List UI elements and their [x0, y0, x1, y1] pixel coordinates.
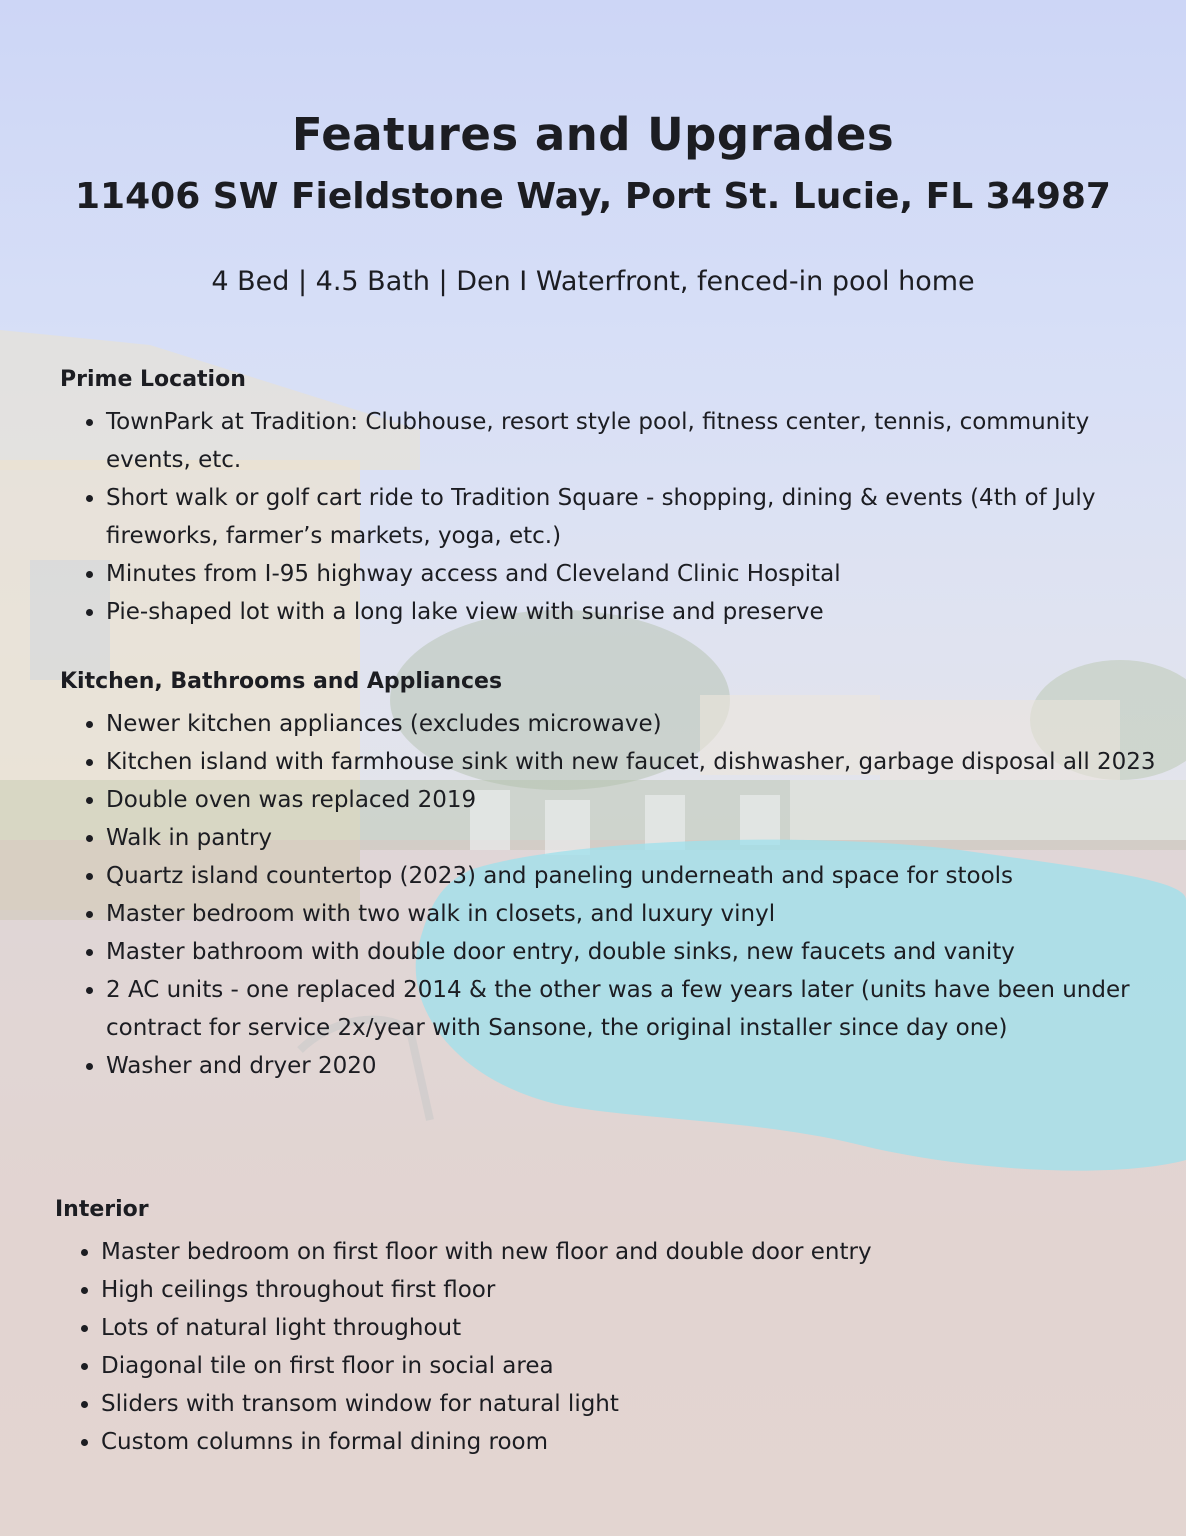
property-summary: 4 Bed | 4.5 Bath | Den I Waterfront, fenced-in pool home	[211, 266, 975, 297]
list-item: • Washer and dryer 2020	[106, 1047, 1160, 1085]
list-item: • Walk in pantry	[106, 819, 1160, 857]
list-item: • Newer kitchen appliances (excludes microwave)	[106, 705, 1160, 743]
list-item: • Lots of natural light throughout	[101, 1309, 1145, 1347]
section-heading: Prime Location	[60, 367, 246, 392]
list-item: • Double oven was replaced 2019	[106, 781, 1160, 819]
list-item: • Sliders with transom window for natural light	[101, 1385, 1145, 1423]
list-item: • TownPark at Tradition: Clubhouse, resort style pool, fitness center, tennis, community events, etc.	[106, 403, 1150, 479]
list-item: • Minutes from I-95 highway access and Cleveland Clinic Hospital	[106, 555, 1150, 593]
list-item: • Diagonal tile on first floor in social area	[101, 1347, 1145, 1385]
list-item: • Master bedroom with two walk in closets, and luxury vinyl	[106, 895, 1160, 933]
list-item: • Short walk or golf cart ride to Tradition Square - shopping, dining & events (4th of July fireworks, farmer’s markets, yoga, etc.)	[106, 479, 1150, 555]
list-item: • Pie-shaped lot with a long lake view with sunrise and preserve	[106, 593, 1150, 631]
feature-list	[60, 705, 1160, 1085]
feature-list	[60, 403, 1150, 631]
list-item: • 2 AC units - one replaced 2014 & the other was a few years later (units have been under contract for service 2x/year with Sansone, the original installer since day one)	[106, 971, 1160, 1047]
list-item: • High ceilings throughout first floor	[101, 1271, 1145, 1309]
section-heading: Interior	[55, 1197, 149, 1222]
section-prime-location	[60, 365, 1150, 631]
list-item: • Quartz island countertop (2023) and paneling underneath and space for stools	[106, 857, 1160, 895]
property-address: 11406 SW Fieldstone Way, Port St. Lucie, FL 34987	[75, 176, 1111, 217]
section-heading: Kitchen, Bathrooms and Appliances	[60, 669, 503, 694]
section-kitchen-bathrooms-appliances	[60, 667, 1160, 1085]
list-item: • Custom columns in formal dining room	[101, 1423, 1145, 1461]
section-interior	[55, 1195, 1145, 1461]
list-item: • Master bedroom on first floor with new floor and double door entry	[101, 1233, 1145, 1271]
list-item: • Master bathroom with double door entry, double sinks, new faucets and vanity	[106, 933, 1160, 971]
feature-list	[55, 1233, 1145, 1461]
list-item: • Kitchen island with farmhouse sink with new faucet, dishwasher, garbage disposal all 2023	[106, 743, 1160, 781]
page-title: Features and Upgrades	[291, 108, 895, 161]
